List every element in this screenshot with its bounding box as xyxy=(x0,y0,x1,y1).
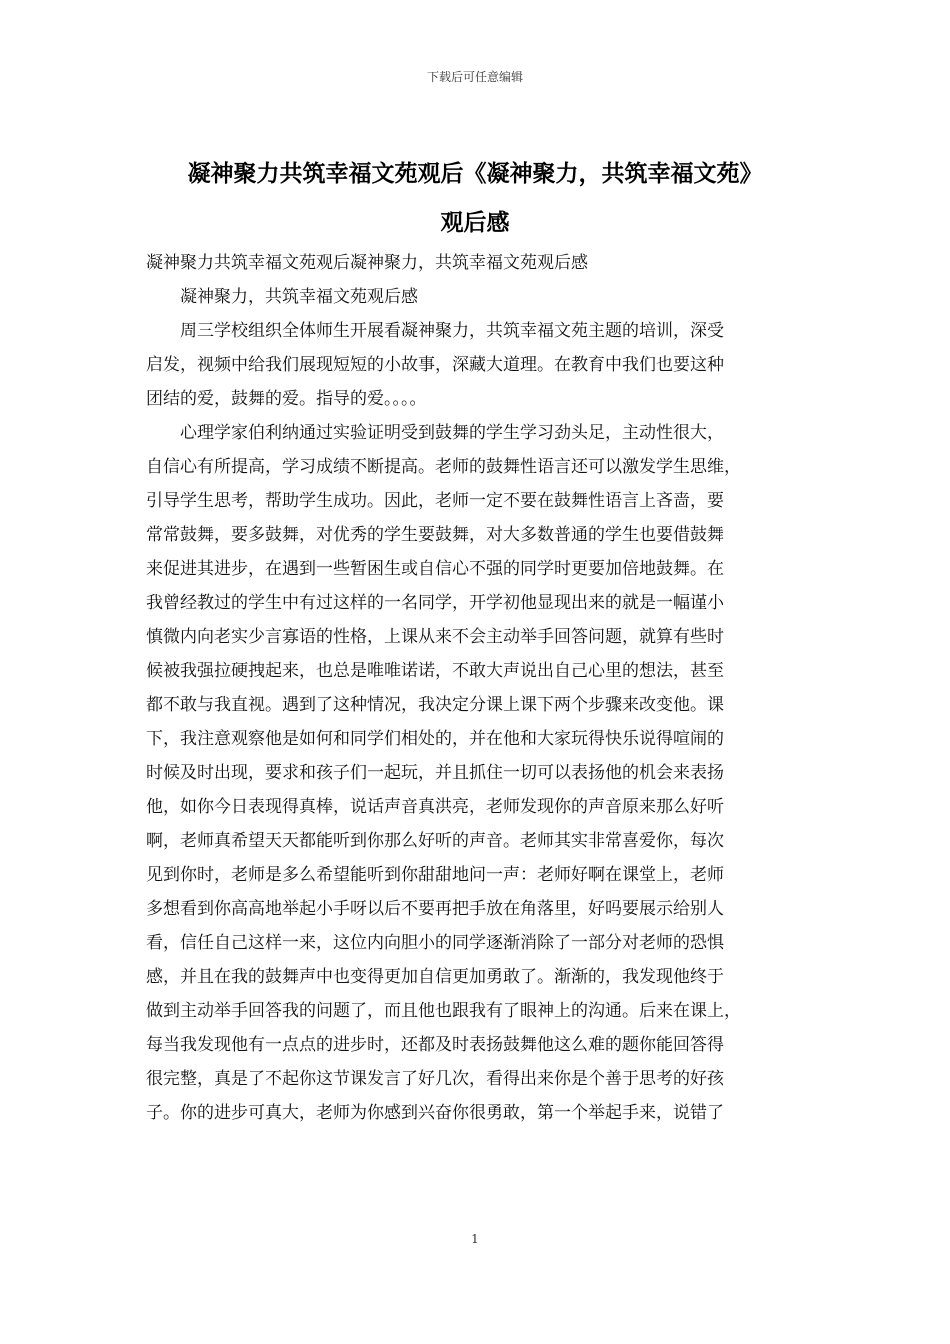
body-line: 子。你的进步可真大，老师为你感到兴奋你很勇敢，第一个举起手来，说错了 xyxy=(146,1103,724,1123)
body-line: 啊，老师真希望天天都能听到你那么好听的声音。老师其实非常喜爱你，每次 xyxy=(146,831,724,851)
body-line: 多想看到你高高地举起小手呀以后不要再把手放在角落里，好吗要展示给别人 xyxy=(146,899,724,919)
body-line: 感，并且在我的鼓舞声中也变得更加自信更加勇敢了。渐渐的，我发现他终于 xyxy=(146,967,724,987)
body-line: 他，如你今日表现得真棒，说话声音真洪亮，老师发现你的声音原来那么好听 xyxy=(146,797,724,817)
body-line: 很完整，真是了不起你这节课发言了好几次，看得出来你是个善于思考的好孩 xyxy=(146,1069,724,1089)
page-number: 1 xyxy=(471,1232,479,1246)
document-body xyxy=(146,246,818,1130)
body-line: 常常鼓舞，要多鼓舞，对优秀的学生要鼓舞，对大多数普通的学生也要借鼓舞 xyxy=(146,525,724,545)
page-header-note: 下载后可任意编辑 xyxy=(426,70,523,84)
body-line: 引导学生思考，帮助学生成功。因此，老师一定不要在鼓舞性语言上吝啬，要 xyxy=(146,491,724,511)
body-line: 凝神聚力，共筑幸福文苑观后感 xyxy=(146,287,418,307)
body-line: 都不敢与我直视。遇到了这种情况，我决定分课上课下两个步骤来改变他。课 xyxy=(146,695,724,715)
body-line: 凝神聚力共筑幸福文苑观后凝神聚力，共筑幸福文苑观后感 xyxy=(146,253,588,273)
body-line: 我曾经教过的学生中有过这样的一名同学，开学初他显现出来的就是一幅谨小 xyxy=(146,593,724,613)
body-line: 慎微内向老实少言寡语的性格，上课从来不会主动举手回答问题，就算有些时 xyxy=(146,627,724,647)
body-line: 看，信任自己这样一来，这位内向胆小的同学逐渐消除了一部分对老师的恐惧 xyxy=(146,933,724,953)
body-line: 启发，视频中给我们展现短短的小故事，深藏大道理。在教育中我们也要这种 xyxy=(146,355,724,375)
body-line: 下，我注意观察他是如何和同学们相处的，并在他和大家玩得快乐说得喧闹的 xyxy=(146,729,724,749)
body-line: 每当我发现他有一点点的进步时，还都及时表扬鼓舞他这么难的题你能回答得 xyxy=(146,1035,724,1055)
body-line: 心理学家伯利纳通过实验证明受到鼓舞的学生学习劲头足，主动性很大， xyxy=(146,423,724,443)
body-line: 做到主动举手回答我的问题了，而且他也跟我有了眼神上的沟通。后来在课上， xyxy=(146,1001,741,1021)
body-line: 自信心有所提高，学习成绩不断提高。老师的鼓舞性语言还可以激发学生思维， xyxy=(146,457,741,477)
body-line: 团结的爱，鼓舞的爱。指导的爱。。。。 xyxy=(146,389,427,409)
document-title-line-2: 观后感 xyxy=(440,209,510,236)
body-line: 候被我强拉硬拽起来，也总是唯唯诺诺，不敢大声说出自己心里的想法，甚至 xyxy=(146,661,724,681)
body-line: 来促进其进步，在遇到一些暂困生或自信心不强的同学时更要加倍地鼓舞。在 xyxy=(146,559,724,579)
body-line: 周三学校组织全体师生开展看凝神聚力，共筑幸福文苑主题的培训，深受 xyxy=(146,321,724,341)
body-line: 见到你时，老师是多么希望能听到你甜甜地问一声：老师好啊在课堂上，老师 xyxy=(146,865,724,885)
body-line: 时候及时出现，要求和孩子们一起玩，并且抓住一切可以表扬他的机会来表扬 xyxy=(146,763,724,783)
document-title-line-1: 凝神聚力共筑幸福文苑观后《凝神聚力，共筑幸福文苑》 xyxy=(187,160,763,187)
